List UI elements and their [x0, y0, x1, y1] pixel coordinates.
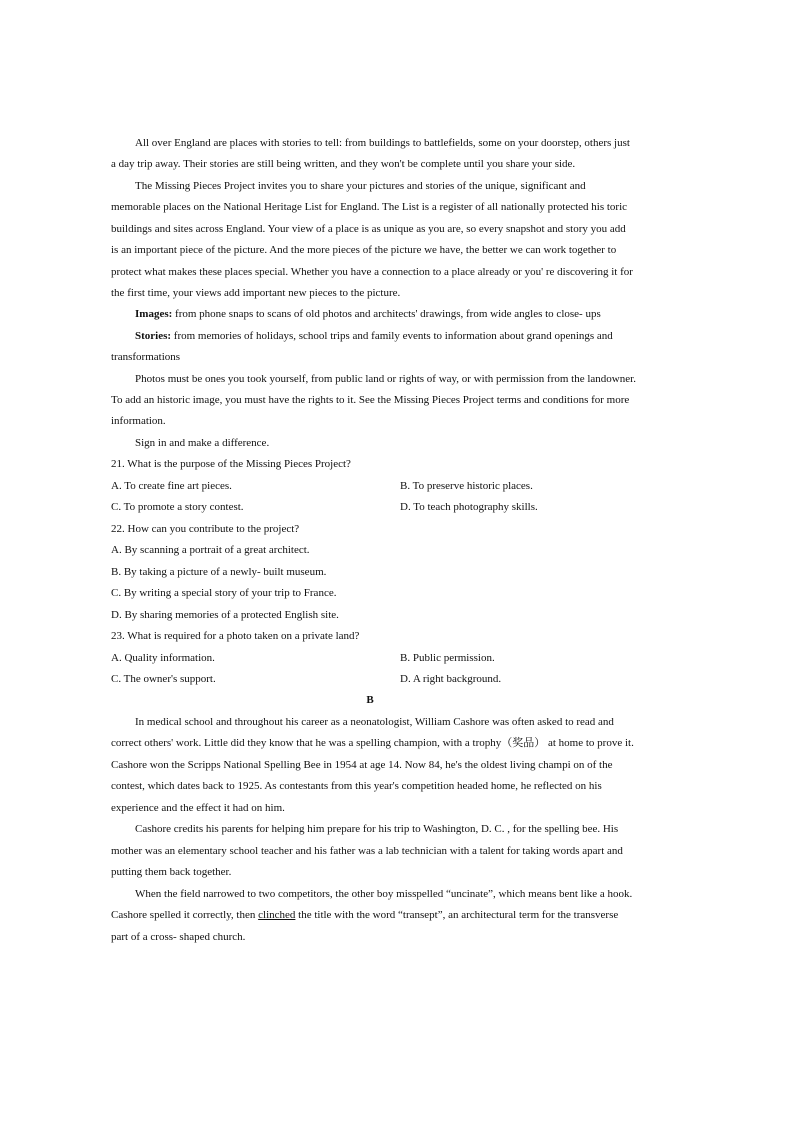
q21-option-b: B. To preserve historic places.	[400, 480, 533, 492]
q21-option-a: A. To create fine art pieces.	[111, 480, 232, 492]
section-b-heading: B	[366, 694, 374, 706]
q23-option-d: D. A right background.	[400, 673, 502, 685]
q21-stem: 21. What is the purpose of the Missing Pieces Project?	[111, 458, 351, 470]
p3-line2-post: the title with the word “transept”, an architectural term for the transverse	[295, 909, 619, 921]
stories-label: Stories:	[135, 330, 172, 342]
q22-stem: 22. How can you contribute to the project?	[111, 523, 300, 535]
stories-continuation: transformations	[111, 351, 181, 363]
q23-option-a: A. Quality information.	[111, 652, 215, 664]
passage-b-p2-line1: Cashore credits his parents for helping him prepare for his trip to Washington, D. C. , for the spelling bee. His	[135, 823, 619, 835]
passage-a-p3-line3: information.	[111, 415, 166, 427]
passage-a-p3-line2: To add an historic image, you must have the rights to it. See the Missing Pieces Project terms and conditions for more	[111, 394, 630, 406]
stories-text: from memories of holidays, school trips and family events to information about grand openings and	[171, 330, 613, 342]
images-line	[135, 307, 601, 321]
p3-line2-pre: Cashore spelled it correctly, then	[111, 909, 259, 921]
passage-a-p1-line2: a day trip away. Their stories are still being written, and they won't be complete until you share your side.	[111, 158, 576, 170]
passage-a-p2-line1: The Missing Pieces Project invites you to share your pictures and stories of the unique, significant and	[135, 180, 586, 192]
images-label: Images:	[135, 308, 173, 320]
passage-b-p3-line3: part of a cross- shaped church.	[111, 931, 246, 943]
passage-a-p2-line3: buildings and sites across England. Your view of a place is as unique as you are, so every snapshot and story you add	[111, 223, 626, 235]
passage-b-p3-line2	[111, 908, 618, 922]
q23-stem: 23. What is required for a photo taken on a private land?	[111, 630, 360, 642]
q21-option-d: D. To teach photography skills.	[400, 501, 538, 513]
stories-line	[135, 329, 613, 343]
passage-b-p2-line2: mother was an elementary school teacher and his father was a lab technician with a talent for taking words apart and	[111, 845, 623, 857]
passage-a-p2-line4: is an important piece of the picture. And the more pieces of the picture we have, the better we can work together to	[111, 244, 617, 256]
passage-a-p2-line6: the first time, your views add important new pieces to the picture.	[111, 287, 401, 299]
q22-option-a: A. By scanning a portrait of a great architect.	[111, 544, 310, 556]
q23-option-b: B. Public permission.	[400, 652, 495, 664]
passage-b-p3-line1: When the field narrowed to two competitors, the other boy misspelled “uncinate”, which means bent like a hook.	[135, 888, 633, 900]
passage-a-p3-line1: Photos must be ones you took yourself, from public land or rights of way, or with permission from the landowner.	[135, 373, 636, 385]
q22-option-b: B. By taking a picture of a newly- built museum.	[111, 566, 327, 578]
passage-b-p1-line5: experience and the effect it had on him.	[111, 802, 285, 814]
passage-a-p2-line2: memorable places on the National Heritage List for England. The List is a register of all nationally protected his toric	[111, 201, 628, 213]
passage-a-p1-line1: All over England are places with stories to tell: from buildings to battlefields, some on your doorstep, others just	[135, 137, 630, 149]
q22-option-d: D. By sharing memories of a protected English site.	[111, 609, 339, 621]
passage-b-p1-line4: contest, which dates back to 1925. As contestants from this year's competition headed home, he reflected on his	[111, 780, 602, 792]
passage-b-p1-line3: Cashore won the Scripps National Spelling Bee in 1954 at age 14. Now 84, he's the oldest living champi on of the	[111, 759, 613, 771]
q23-option-c: C. The owner's support.	[111, 673, 216, 685]
images-text: from phone snaps to scans of old photos and architects' drawings, from wide angles to close- ups	[172, 308, 601, 320]
passage-b-p1-line1: In medical school and throughout his career as a neonatologist, William Cashore was often asked to read and	[135, 716, 614, 728]
passage-b-p1-line2: correct others' work. Little did they know that he was a spelling champion, with a trophy（奖品） at home to prove it.	[111, 737, 634, 749]
passage-a-p2-line5: protect what makes these places special. Whether you have a connection to a place already or you' re discovering it for	[111, 266, 633, 278]
q22-option-c: C. By writing a special story of your trip to France.	[111, 587, 337, 599]
q21-option-c: C. To promote a story contest.	[111, 501, 244, 513]
passage-b-p2-line3: putting them back together.	[111, 866, 232, 878]
underlined-word-clinched: clinched	[258, 909, 296, 921]
passage-a-p4: Sign in and make a difference.	[135, 437, 270, 449]
